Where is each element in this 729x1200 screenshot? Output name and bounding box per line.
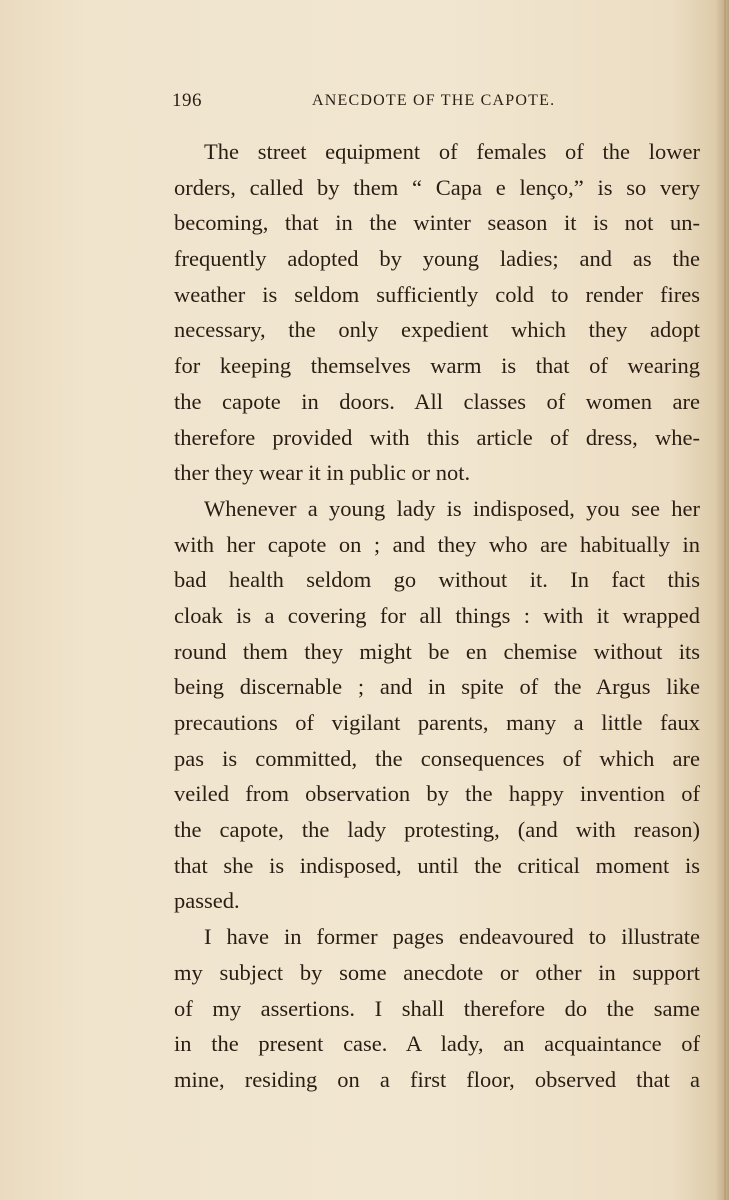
text-line: orders, called by them “ Capa e lenço,” is so very [174, 174, 700, 200]
text-line: the capote, the lady protesting, (and with reason) [174, 817, 700, 843]
text-line: that she is indisposed, until the critical moment is [174, 852, 700, 878]
text-line: in the present case. A lady, an acquaintance of [174, 1031, 700, 1057]
page-edge-line [724, 0, 726, 1200]
text-line: cloak is a covering for all things : with it wrapped [174, 602, 700, 628]
text-line: The street equipment of females of the lower [204, 139, 700, 164]
text-line: becoming, that in the winter season it is not un- [174, 210, 700, 236]
text-line: ther they wear it in public or not. [174, 460, 471, 486]
text-line: the capote in doors. All classes of women are [174, 388, 700, 414]
text-line: pas is committed, the consequences of which are [174, 745, 700, 771]
page-edge-shadow [715, 0, 729, 1200]
text-line: my subject by some anecdote or other in support [174, 959, 700, 985]
text-line: precautions of vigilant parents, many a little faux [174, 710, 700, 735]
running-title: ANECDOTE OF THE CAPOTE. [312, 92, 556, 109]
text-line: weather is seldom sufficiently cold to render fires [174, 281, 700, 307]
text-line: frequently adopted by young ladies; and as the [174, 246, 700, 272]
text-line: bad health seldom go without it. In fact this [174, 567, 700, 593]
text-line: of my assertions. I shall therefore do the same [174, 995, 700, 1021]
text-line: round them they might be en chemise without its [174, 638, 700, 664]
text-line: veiled from observation by the happy invention of [174, 781, 700, 807]
text-line: Whenever a young lady is indisposed, you see her [204, 495, 700, 521]
text-line: mine, residing on a first floor, observed that a [174, 1066, 700, 1092]
text-line: with her capote on ; and they who are habitually in [174, 531, 700, 557]
page-header [172, 90, 700, 116]
text-line: being discernable ; and in spite of the Argus like [174, 674, 700, 700]
text-line: for keeping themselves warm is that of wearing [174, 353, 700, 379]
text-line: necessary, the only expedient which they adopt [174, 317, 700, 343]
page-number: 196 [172, 90, 202, 111]
text-line: therefore provided with this article of dress, whe- [174, 424, 700, 450]
text-line: passed. [174, 888, 240, 914]
body-text [174, 134, 700, 1098]
text-line: I have in former pages endeavoured to illustrate [204, 924, 700, 950]
